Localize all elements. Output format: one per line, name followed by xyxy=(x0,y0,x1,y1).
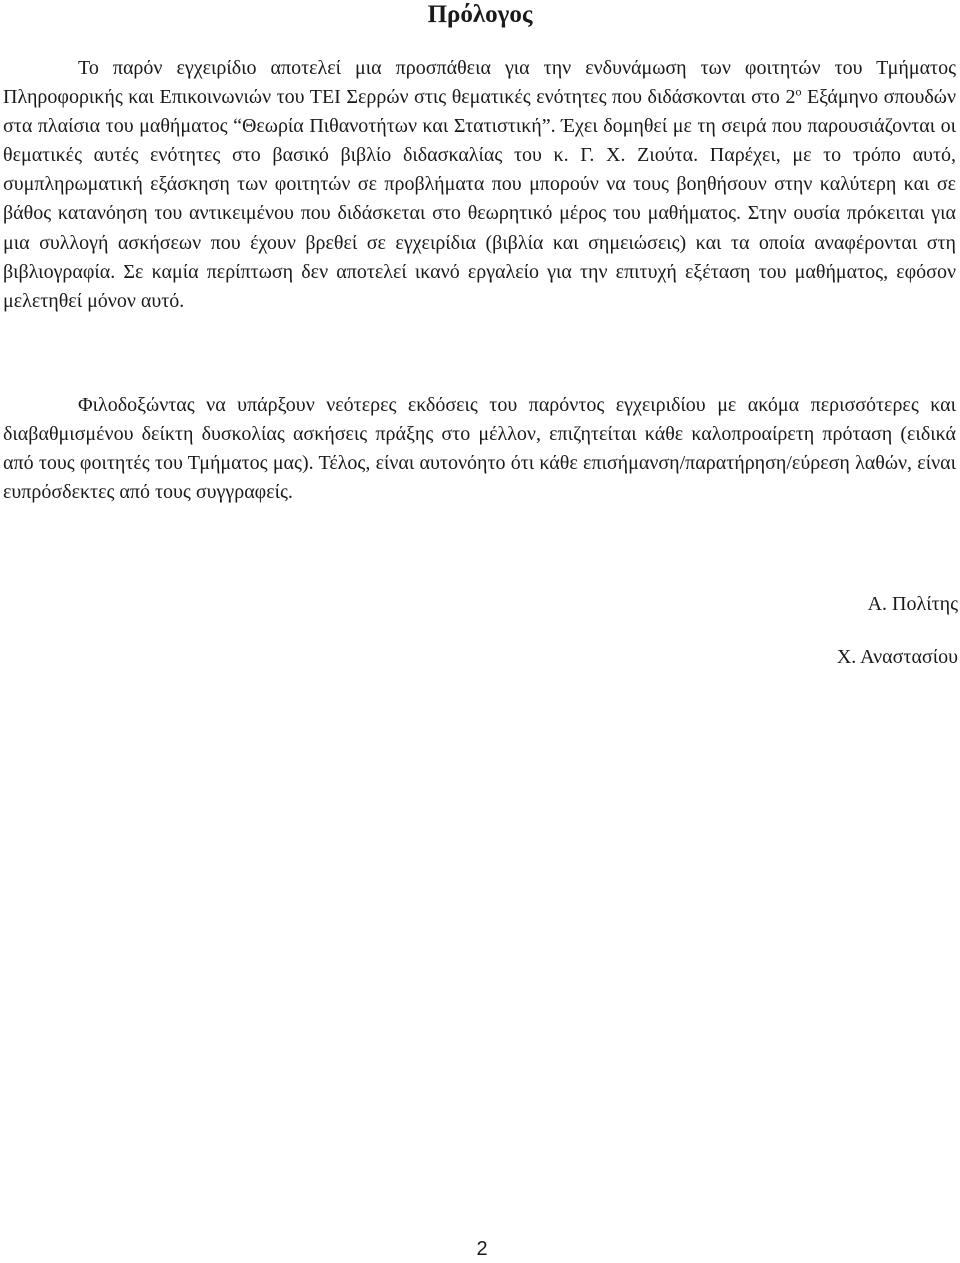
author-signature-1: Α. Πολίτης xyxy=(867,593,958,615)
paragraph-1-text-end: Εξάμηνο σπουδών στα πλαίσια του μαθήματος “Θεωρία Πιθανοτήτων και Στατιστική”. Έχει δομηθεί με τη σειρά που παρουσιάζονται οι θεματικές αυτές ενότητες στο βασικό βιβλίο διδασκαλίας του κ. Γ. Χ. Ζιούτα. Παρέχει, με το τρόπο αυτό, συμπληρωματική εξάσκηση των φοιτητών σε προβλήματα που μπορούν να τους βοηθήσουν στην καλύτερη και σε βάθος κατανόηση του αντικειμένου που διδάσκεται στο θεωρητικό μέρος του μαθήματος. Στην ουσία πρόκειται για μια συλλογή ασκήσεων που έχουν βρεθεί σε εγχειρίδια (βιβλία και σημειώσεις) και τα οποία αναφέρονται στη βιβλιογραφία. Σε καμία περίπτωση δεν αποτελεί ικανό εργαλείο για την επιτυχή εξέταση του μαθήματος, εφόσον μελετηθεί μόνον αυτό. xyxy=(3,86,956,312)
preface-paragraph-2: Φιλοδοξώντας να υπάρξουν νεότερες εκδόσεις του παρόντος εγχειριδίου με ακόμα περισσότερες και διαβαθμισμένου δείκτη δυσκολίας ασκήσεις πράξης στο μέλλον, επιζητείται κάθε καλοπροαίρετη πρόταση (ειδικά από τους φοιτητές του Τμήματος μας). Τέλος, είναι αυτονόητο ότι κάθε επισήμανση/παρατήρηση/εύρεση λαθών, είναι ευπρόσδεκτες από τους συγγραφείς. xyxy=(3,394,956,504)
paragraph-1-text-start: Το παρόν εγχειρίδιο αποτελεί μια προσπάθεια για την ενδυνάμωση των φοιτητών του Τμήματος Πληροφορικής και Επικοινωνιών του ΤΕΙ Σερρών στις θεματικές ενότητες που διδάσκονται στο 2 xyxy=(3,57,956,109)
page-number: 2 xyxy=(476,1238,488,1260)
preface-paragraph-1 xyxy=(3,54,956,316)
ordinal-superscript: ο xyxy=(795,84,802,99)
author-signature-2: Χ. Αναστασίου xyxy=(836,646,958,668)
page-title: Πρόλογος xyxy=(427,1,533,28)
